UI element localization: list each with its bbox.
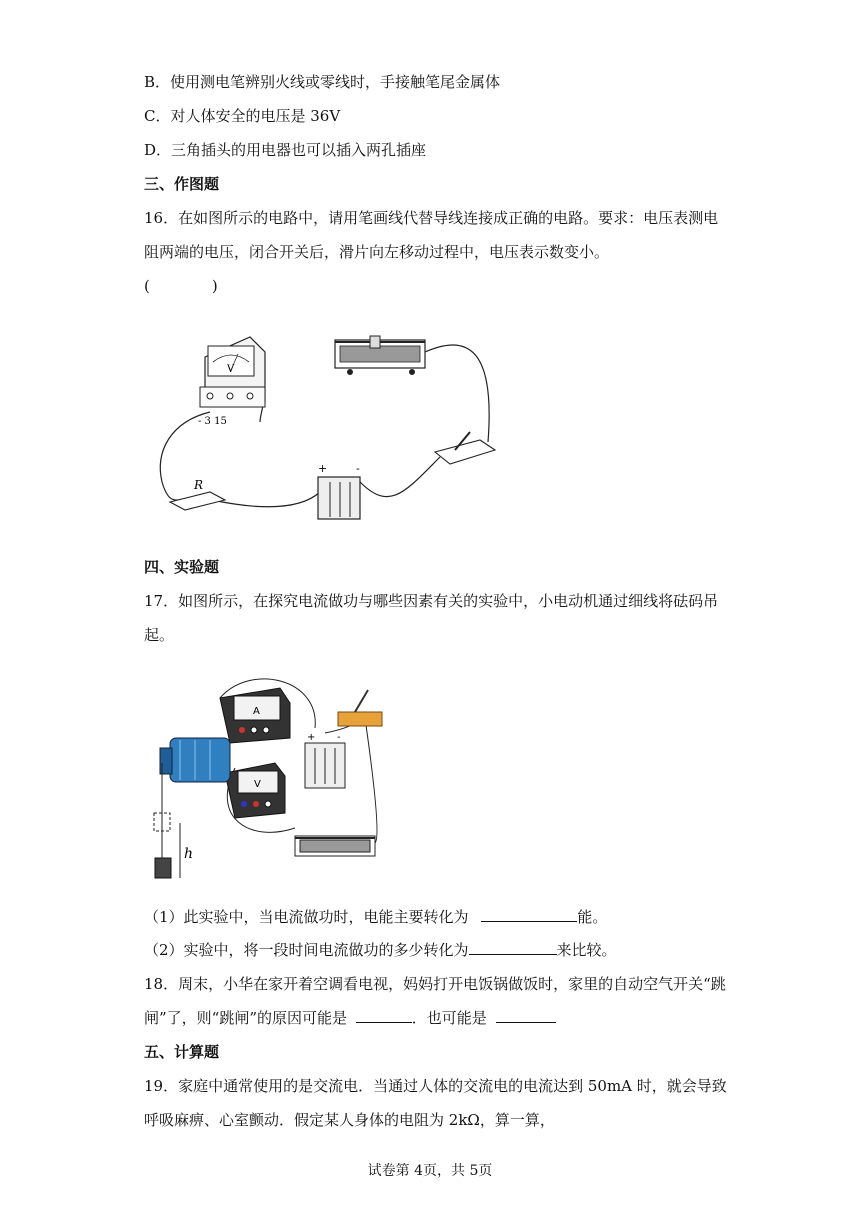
wire <box>360 457 440 497</box>
question-16-line-2: 阻两端的电压，闭合开关后，滑片向左移动过程中，电压表示数变小。 <box>144 243 610 261</box>
question-16-line-1: 16．在如图所示的电路中，请用笔画线代替导线连接成正确的电路。要求：电压表测电 <box>144 209 719 227</box>
question-17-sub-2: （2）实验中，将一段时间电流做功的多少转化为 来比较。 <box>144 941 617 959</box>
section-heading-drawing: 三、作图题 <box>144 175 220 193</box>
switch <box>435 432 495 464</box>
section-heading-calculation: 五、计算题 <box>144 1043 220 1061</box>
voltmeter-symbol: V <box>227 364 235 375</box>
question-16-answer-bracket <box>144 276 218 296</box>
motor-experiment-figure-q17 <box>150 668 390 883</box>
option-d: D．三角插头的用电器也可以插入两孔插座 <box>144 141 427 159</box>
question-17-line-1: 17．如图所示，在探究电流做功与哪些因素有关的实验中，小电动机通过细线将砝码吊 <box>144 592 719 610</box>
answer-blank[interactable] <box>481 907 577 922</box>
voltmeter <box>198 337 265 427</box>
answer-blank[interactable] <box>469 940 557 955</box>
question-18-line-1: 18．周末，小华在家开着空调看电视，妈妈打开电饭锅做饭时，家里的自动空气开关“跳 <box>144 975 726 993</box>
question-19-line-1: 19．家庭中通常使用的是交流电．当通过人体的交流电的电流达到 50mA 时，就会导致 <box>144 1077 727 1095</box>
ammeter <box>220 688 290 743</box>
question-18-line-2: 闸”了，则“跳闸”的原因可能是 ．也可能是 <box>144 1008 556 1028</box>
battery <box>318 462 360 519</box>
question-17-line-2: 起。 <box>144 626 175 644</box>
resistor-label: R <box>194 478 204 492</box>
circuit-figure-q16 <box>150 332 500 527</box>
rheostat <box>295 836 375 856</box>
answer-blank[interactable] <box>356 1008 412 1023</box>
battery-plus: + <box>318 462 328 475</box>
battery-minus: - <box>337 732 341 743</box>
battery-plus: + <box>307 732 316 743</box>
voltmeter-symbol: V <box>254 779 261 790</box>
question-19-line-2: 呼吸麻痹、心室颤动．假定某人身体的电阻为 2kΩ，算一算， <box>144 1111 555 1129</box>
ammeter-symbol: A <box>253 706 260 717</box>
page-footer: 试卷第 4页，共 5页 <box>367 1163 493 1179</box>
height-label: h <box>184 846 194 862</box>
voltmeter-terminal-labels: - 3 15 <box>198 416 227 427</box>
wire <box>212 492 320 507</box>
question-17-sub-1: （1）此实验中，当电流做功时，电能主要转化为 能。 <box>144 908 608 926</box>
option-c: C．对人体安全的电压是 36V <box>144 107 341 125</box>
switch <box>338 690 382 726</box>
battery-minus: - <box>356 462 360 475</box>
rheostat <box>335 336 425 375</box>
answer-blank[interactable] <box>496 1008 556 1023</box>
battery <box>305 732 345 788</box>
section-heading-experiment: 四、实验题 <box>144 558 220 576</box>
wire <box>425 345 489 442</box>
voltmeter <box>225 763 285 818</box>
electric-motor <box>160 738 230 782</box>
answer-open-bracket: ( <box>144 277 150 295</box>
option-b: B．使用测电笔辨别火线或零线时，手接触笔尾金属体 <box>144 73 501 91</box>
answer-close-bracket: ) <box>211 277 218 295</box>
resistor <box>170 478 225 510</box>
